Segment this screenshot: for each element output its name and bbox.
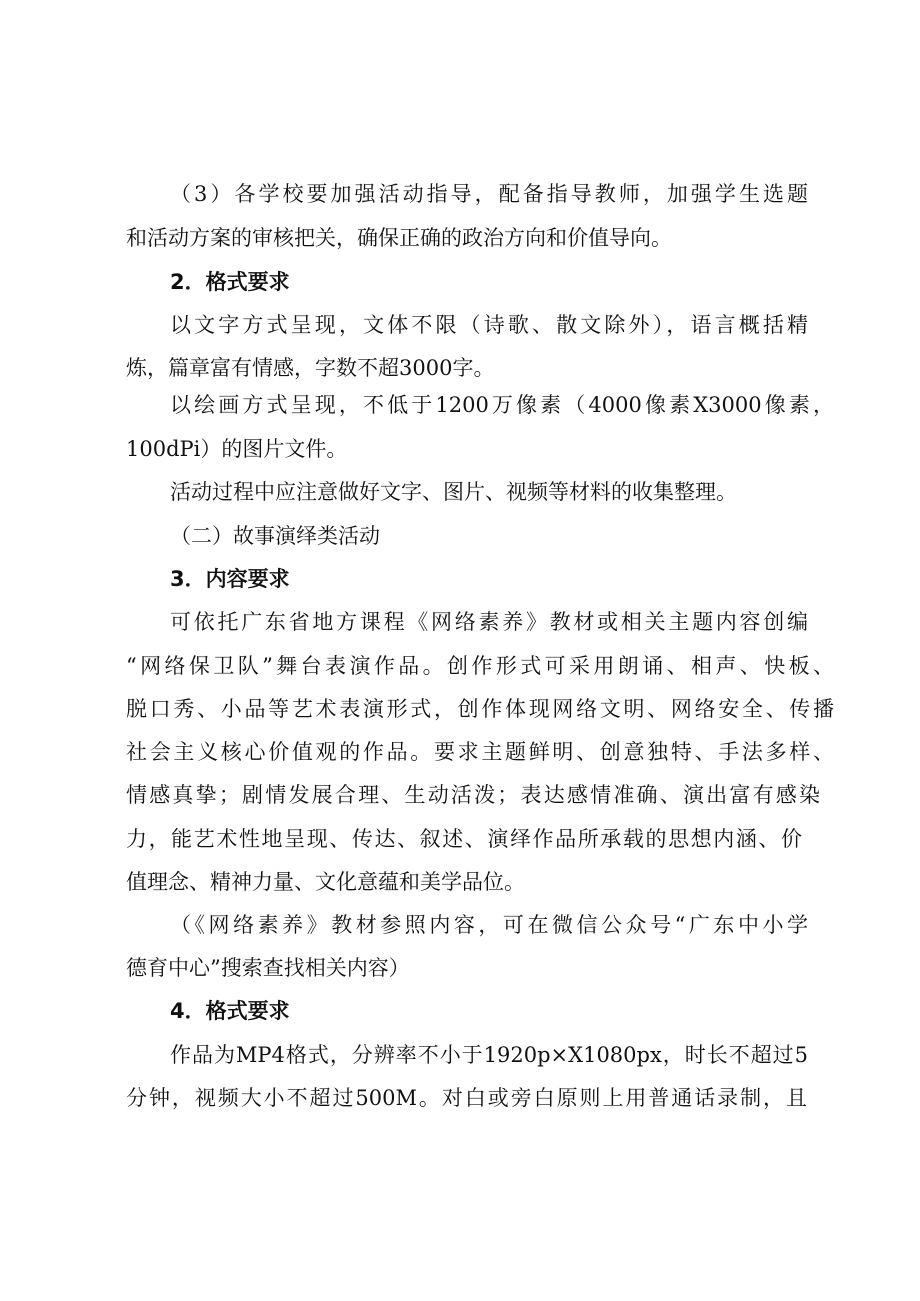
content-line-1: 可依托广东省地方课程《网络素养》教材或相关主题内容创编	[170, 610, 808, 634]
item-3-line-2: 和活动方案的审核把关，确保正确的政治方向和价值导向。	[126, 226, 672, 250]
heading-format-requirements-4: 4．格式要求	[170, 999, 290, 1023]
painting-format-line-2: 100dPi）的图片文件。	[126, 437, 348, 461]
content-line-7: 值理念、精神力量、文化意蕴和美学品位。	[126, 870, 525, 894]
heading-content-requirements-3: 3．内容要求	[170, 567, 290, 591]
materials-note: 活动过程中应注意做好文字、图片、视频等材料的收集整理。	[170, 480, 737, 504]
video-line-2: 分钟，视频大小不超过500M。对白或旁白原则上用普通话录制，且	[126, 1086, 807, 1110]
content-line-2: “网络保卫队”舞台表演作品。创作形式可采用朗诵、相声、快板、	[126, 654, 834, 678]
video-line-1: 作品为MP4格式，分辨率不小于1920p×X1080px，时长不超过5	[170, 1043, 808, 1067]
reference-line-1: （《网络素养》教材参照内容，可在微信公众号“广东中小学	[170, 913, 808, 937]
content-line-4: 社会主义核心价值观的作品。要求主题鲜明、创意独特、手法多样、	[126, 740, 834, 764]
content-line-5: 情感真挚；剧情发展合理、生动活泼；表达感情准确、演出富有感染	[126, 783, 820, 807]
content-line-6: 力，能艺术性地呈现、传达、叙述、演绎作品所承载的思想内涵、价	[126, 827, 802, 851]
item-3-line-1: （3）各学校要加强活动指导，配备指导教师，加强学生选题	[170, 182, 808, 206]
painting-format-line-1: 以绘画方式呈现，不低于1200万像素（4000像素X3000像素，	[170, 393, 834, 417]
content-line-3: 脱口秀、小品等艺术表演形式，创作体现网络文明、网络安全、传播	[126, 697, 834, 721]
text-format-line-1: 以文字方式呈现，文体不限（诗歌、散文除外），语言概括精	[170, 313, 808, 337]
heading-format-requirements-2: 2．格式要求	[170, 270, 290, 294]
reference-line-2: 德育中心”搜索查找相关内容）	[126, 956, 410, 980]
subsection-story-performance: （二）故事演绎类活动	[170, 524, 380, 548]
text-format-line-2: 炼，篇章富有情感，字数不超3000字。	[126, 356, 495, 380]
